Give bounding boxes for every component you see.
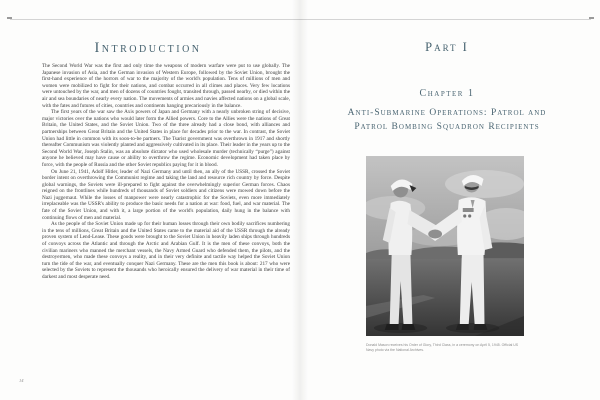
introduction-body-text xyxy=(42,63,290,315)
intro-paragraph-4: As the people of the Soviet Union made up for their human losses through their own bodily sacrifices numbering in the tens of millions, Great Britain and the United States came to the material aid of the USSR through the already proven system of Lend-Lease. These goods were brought to the Soviet Union in heavily laden ships through hundreds of convoys across the Atlantic and through the Arctic and Arabian Gulf. It is the men of these convoys, both the civilian mariners who manned the merchant vessels, the Navy Armed Guard who defended them, the pilots, and the destroyermen, who made these convoys a reality, and in their very definite and tactile way helped the Soviet Union turn the tide of the war, and eventually conquer Nazi Germany. These are the men this book is about: 217 who were selected by the Soviets to represent the thousands who heroically ensured the delivery of war material in their time of darkest and most desperate need. xyxy=(42,221,290,280)
part-heading: Part I xyxy=(425,40,469,54)
page-number: 14 xyxy=(19,378,24,383)
officers-handshake-photo xyxy=(366,156,524,336)
photo-handshake xyxy=(428,230,442,239)
page-gutter xyxy=(292,0,308,400)
intro-paragraph-3: On June 21, 1941, Adolf Hitler, leader of Nazi Germany and until then, an ally of the USSR, crossed the Soviet border intent on overthrowing the Communist regime and taking the land and resource rich country by force. Despite global warnings, the Soviets were ill-prepared to fight against the overwhelmingly superior German forces. Chaos reigned on the frontlines while hundreds of thousands of Soviet soldiers and citizens were mowed down before the Nazi juggernaut. While the losses of manpower were nearly catastrophic for the Soviets, even more immediately irreplaceable was the USSR's ability to produce the basic needs for a nation at war: food, fuel, and war material. The fate of the Soviet Union, and with it, a large portion of the world's population, daily hung in the balance with continuing flows of men and material. xyxy=(42,168,290,221)
intro-paragraph-1: The Second World War was the first and only time the weapons of modern warfare were put to use globally. The Japanese invasion of Asia, and the German invasion of Western Europe, followed by the Soviet Union, brought the first-hand experience of the horrors of war to the majority of the world's population. Tens of millions of men and women were mobilized to fight for their nations, and combat occurred in all climes and places. Very few locations were untouched by the war, and men of dozens of countries fought, transited through, passed nearby, or died within the air and sea boundaries of nearly every nation. The movements of armies and navies affected nations on a global scale, with the fates and futures of cities, countries and continents hanging precariously in the balance. xyxy=(42,63,290,109)
chapter-heading: Chapter 1 xyxy=(419,88,475,99)
scan-edge-mark-left xyxy=(7,17,12,19)
photo-caption: Donald Mason receives his Order of Glory, Third Class, in a ceremony on April 5, 1945. Official US Navy photo via the National Archives. xyxy=(366,343,519,352)
photo-illustration xyxy=(366,156,524,336)
scan-edge-mark-right xyxy=(589,17,594,19)
chapter-title: Anti-Submarine Operations: Patrol and Patrol Bombing Squadron Recipients xyxy=(347,108,547,132)
introduction-heading: Introduction xyxy=(94,40,202,56)
intro-paragraph-2: The first years of the war saw the Axis powers of Japan and Germany with a nearly unbroken string of decisive, major victories over the nations who would later form the Allied powers. Core to the Allies were the nations of Great Britain, the United States, and the Soviet Union. Two of the three already had a close bond, with alliances and partnerships between Great Britain and the United States in place for decades prior to the war. In contrast, the Soviet Union had little in common with its soon-to-be partners. The Tsarist government was overthrown in 1917 and shortly thereafter Communism was violently planted and aggressively cultivated in its place. Their leader in the years up to the Second World War, Joseph Stalin, was an absolute dictator who used wholesale murder (technically “purge”) against anyone he believed may have cause or ability to overthrow the regime. Economic development had taken place by force, with the people of Russia and the other Soviet republics paying for it in blood. xyxy=(42,109,290,168)
